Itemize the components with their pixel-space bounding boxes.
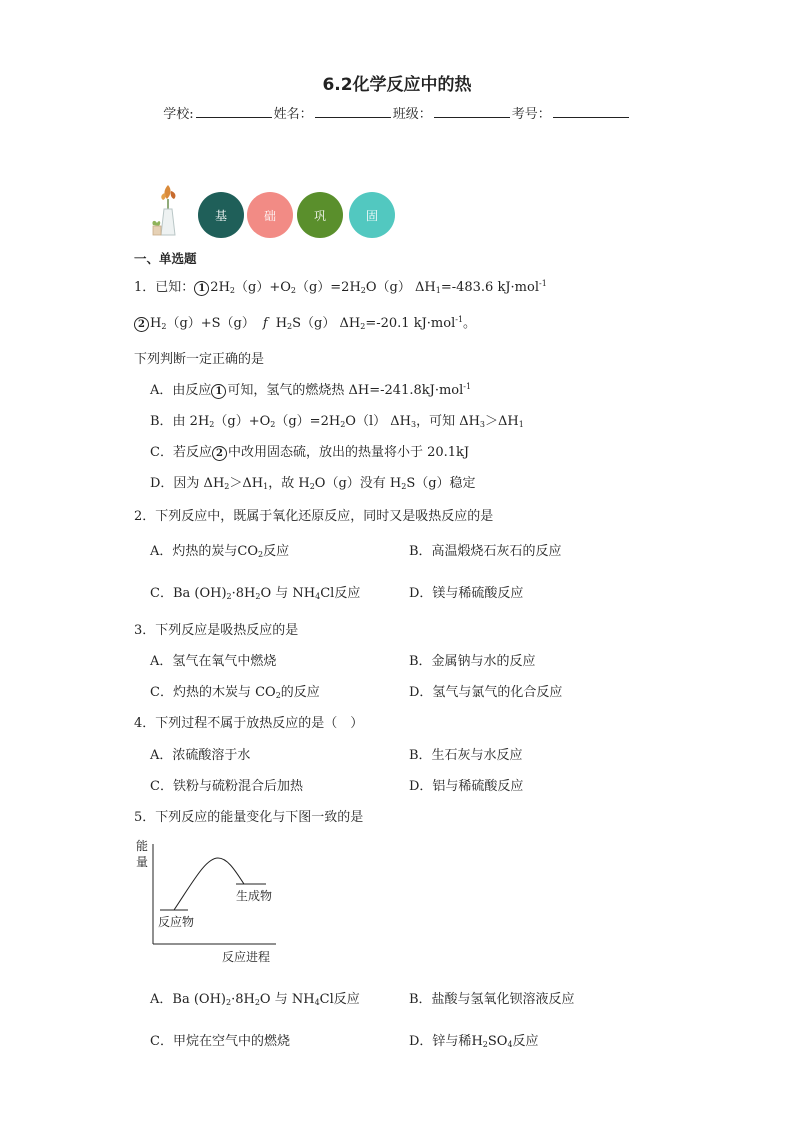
option-text: （g）+O	[214, 414, 271, 429]
option-text: ，故 H	[268, 476, 310, 491]
subscript: 2	[401, 482, 407, 491]
q3-option-d[interactable]: D．氢气与氯气的化合反应	[409, 685, 563, 700]
badge-ji	[198, 192, 244, 238]
q5-option-c[interactable]: C．甲烷在空气中的燃烧	[150, 1034, 290, 1049]
option-text: ·8H	[231, 586, 256, 601]
name-label: 姓名：	[273, 107, 313, 122]
x-axis-label: 反应进程	[222, 950, 271, 964]
superscript: -1	[539, 279, 547, 288]
formula-part: =-20.1 kJ·mol	[365, 316, 456, 331]
option-text: C．Ba	[150, 586, 191, 601]
formula-part: S（g） ΔH	[292, 316, 361, 331]
subscript: 2	[254, 998, 260, 1007]
option-text: O 与 NH	[259, 992, 315, 1007]
q5-option-a[interactable]	[150, 988, 360, 1007]
q3-option-b[interactable]: B．金属钠与水的反应	[409, 654, 536, 669]
badge-gong	[297, 192, 343, 238]
subscript: 2	[270, 420, 276, 429]
q2-option-c[interactable]	[150, 582, 360, 601]
question-1-ask: 下列判断一定正确的是	[134, 352, 265, 367]
q5-option-d[interactable]	[409, 1030, 539, 1049]
product-label: 生成物	[236, 889, 273, 903]
option-text: ，可知 ΔH	[416, 414, 480, 429]
question-1-line-1	[134, 276, 547, 296]
formula-part: 。	[463, 316, 477, 331]
school-blank[interactable]	[196, 105, 272, 118]
option-text: ＞ΔH	[229, 476, 264, 491]
subscript: 2	[360, 322, 366, 331]
y-axis-label-1: 能	[136, 839, 149, 853]
class-label: 班级：	[392, 107, 432, 122]
option-text: A．由反应	[150, 383, 212, 398]
option-text: SO	[487, 1034, 508, 1049]
subscript: 2	[225, 998, 232, 1007]
subscript: 1	[518, 420, 524, 429]
subscript: 2	[229, 286, 235, 295]
q2-option-a[interactable]	[150, 540, 289, 559]
option-text: ·8H	[231, 992, 255, 1007]
badge-gu	[349, 192, 395, 238]
subscript: 2	[275, 691, 281, 700]
q4-option-b[interactable]: B．生石灰与水反应	[409, 748, 523, 763]
reversible-arrow-glyph: f	[262, 316, 268, 331]
option-text: O 与 NH	[260, 586, 316, 601]
subscript: 2	[258, 550, 264, 559]
stem-text: 已知：	[155, 280, 195, 295]
formula-part: H	[275, 316, 288, 331]
subscript: 2	[255, 592, 261, 601]
subscript: 2	[209, 420, 215, 429]
circled-number-1-icon: 1	[211, 384, 226, 399]
formula-part: （g）=2H	[295, 280, 361, 295]
option-text: O（g）没有 H	[314, 476, 402, 491]
option-text: O（l） ΔH	[345, 414, 411, 429]
subscript: 4	[315, 592, 321, 601]
energy-profile-diagram	[136, 838, 286, 968]
exam-no-label: 考号：	[511, 107, 551, 122]
option-text: A．灼热的炭与CO	[150, 544, 258, 559]
option-text: C．若反应	[150, 445, 212, 460]
subscript: 4	[314, 998, 320, 1007]
q4-option-a[interactable]: A．浓硫酸溶于水	[150, 748, 251, 763]
formula-part: （g）+S（g）	[166, 316, 255, 331]
badge-label: 基	[214, 208, 227, 223]
class-blank[interactable]	[434, 105, 510, 118]
name-blank[interactable]	[315, 105, 391, 118]
option-text: (OH)	[193, 992, 226, 1007]
subscript: 2	[309, 482, 315, 491]
formula-part: H	[150, 316, 162, 331]
option-text: 可知，氢气的燃烧热 ΔH=-241.8kJ·mol	[227, 383, 464, 398]
question-3-stem: 3．下列反应是吸热反应的是	[134, 623, 299, 638]
q1-option-b[interactable]	[150, 410, 524, 429]
subscript: 2	[226, 592, 232, 601]
formula-part: =-483.6 kJ·mol	[440, 280, 539, 295]
option-text: B．由 2H	[150, 414, 210, 429]
option-text: 反应	[512, 1034, 539, 1049]
reactant-label: 反应物	[158, 915, 195, 929]
plant-vase-illustration	[150, 183, 190, 239]
subscript: 2	[340, 420, 346, 429]
y-axis-label-2: 量	[136, 855, 149, 869]
option-text: 的反应	[280, 685, 320, 700]
q4-option-c[interactable]: C．铁粉与硫粉混合后加热	[150, 779, 303, 794]
q1-option-a[interactable]	[150, 379, 471, 399]
q1-option-c[interactable]	[150, 441, 469, 461]
q5-option-b[interactable]: B．盐酸与氢氧化钡溶液反应	[409, 992, 575, 1007]
option-text: D．因为 ΔH	[150, 476, 225, 491]
formula-part: （g）+O	[235, 280, 291, 295]
option-text: ＞ΔH	[485, 414, 519, 429]
circled-number-2-icon: 2	[212, 446, 227, 461]
school-label: 学校:	[163, 107, 194, 122]
q1-option-d[interactable]	[150, 472, 476, 491]
question-5-stem: 5．下列反应的能量变化与下图一致的是	[134, 810, 364, 825]
option-text: (OH)	[194, 586, 227, 601]
subscript: 4	[507, 1040, 513, 1049]
energy-curve	[174, 858, 244, 910]
page-title: 6.2化学反应中的热	[322, 75, 472, 95]
option-text: H	[471, 1034, 483, 1049]
q2-option-b[interactable]: B．高温煅烧石灰石的反应	[409, 544, 562, 559]
option-text: Cl反应	[320, 586, 361, 601]
q4-option-d[interactable]: D．铝与稀硫酸反应	[409, 779, 524, 794]
subscript: 3	[410, 420, 417, 429]
option-text: 中改用固态硫，放出的热量将小于 20.1kJ	[227, 445, 470, 460]
subscript: 2	[224, 482, 230, 491]
subscript: 2	[287, 322, 293, 331]
subscript: 2	[161, 322, 167, 331]
option-text: Cl反应	[319, 992, 360, 1007]
badge-label: 固	[365, 208, 378, 223]
badge-label: 础	[263, 208, 276, 223]
subscript: 1	[263, 482, 269, 491]
option-text: A．Ba	[150, 992, 190, 1007]
subscript: 2	[482, 1040, 488, 1049]
circled-number-1-icon: 1	[194, 281, 209, 296]
badge-label: 巩	[313, 208, 326, 223]
superscript: -1	[455, 315, 464, 324]
formula-part: O（g） ΔH	[365, 280, 436, 295]
option-text: C．灼热的木炭与 CO	[150, 685, 276, 700]
subscript: 2	[360, 286, 366, 295]
subscript: 1	[435, 286, 441, 295]
question-4-stem: 4．下列过程不属于放热反应的是（ ）	[134, 716, 364, 731]
subscript: 2	[290, 286, 296, 295]
exam-no-blank[interactable]	[553, 105, 629, 118]
option-text: （g）=2H	[275, 414, 341, 429]
option-text: S（g）稳定	[406, 476, 476, 491]
formula-part: 2H	[210, 280, 230, 295]
question-number: 1．	[134, 280, 156, 295]
q2-option-d[interactable]: D．镁与稀硫酸反应	[409, 586, 524, 601]
student-info-line	[0, 103, 794, 122]
question-2-stem: 2．下列反应中，既属于氧化还原反应，同时又是吸热反应的是	[134, 509, 494, 524]
option-text: D．锌与稀	[409, 1034, 472, 1049]
superscript: -1	[463, 382, 472, 391]
subscript: 3	[479, 420, 486, 429]
badge-chu	[247, 192, 293, 238]
option-text: 反应	[263, 544, 290, 559]
q3-option-c[interactable]	[150, 681, 320, 700]
circled-number-2-icon: 2	[134, 317, 149, 332]
q3-option-a[interactable]: A．氢气在氧气中燃烧	[150, 654, 277, 669]
section-heading: 一、单选题	[134, 251, 197, 266]
question-1-line-2	[134, 312, 476, 332]
